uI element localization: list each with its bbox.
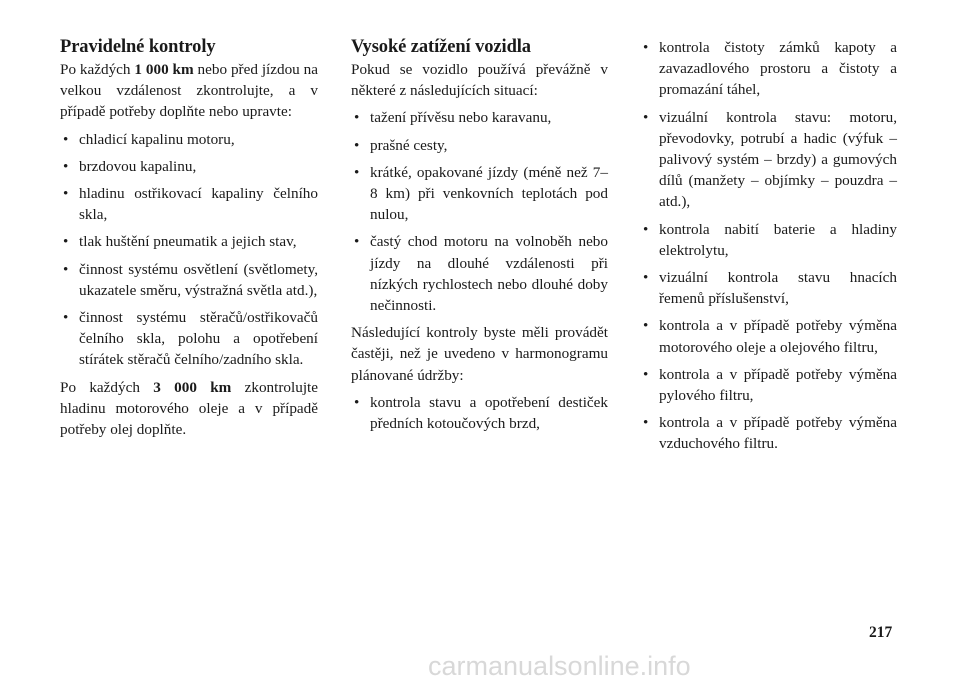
frequent-checks-paragraph: Následující kontroly byste měli provádět častěji, než je uvedeno v harmonogramu plánované údržby: — [351, 324, 608, 384]
list-item: • kontrola čistoty zámků kapoty a zavazadlového prostoru a čistoty a promazání táhel, — [640, 37, 897, 101]
list-item: • kontrola stavu a opotřebení destiček předních kotoučových brzd, — [351, 392, 608, 434]
outro-text-post: zkontrolujte hladinu motorového oleje a v případě potřeby olej doplňte. — [60, 378, 318, 439]
outro-distance: 3 000 km — [153, 378, 232, 396]
intro-text-pre: Po každých — [60, 61, 135, 78]
list-item: • kontrola nabití baterie a hladiny elektrolytu, — [640, 219, 897, 261]
list-item: • tažení přívěsu nebo karavanu, — [351, 107, 608, 128]
frequent-check-list — [351, 392, 608, 434]
list-item: • prašné cesty, — [351, 135, 608, 156]
outro-paragraph — [60, 377, 318, 441]
list-item: • kontrola a v případě potřeby výměna vzduchového filtru. — [640, 412, 897, 454]
page-number: 217 — [869, 624, 893, 641]
column-right — [640, 37, 897, 461]
list-item: • tlak huštění pneumatik a jejich stav, — [60, 231, 318, 252]
intro-paragraph — [60, 59, 318, 123]
list-item: • krátké, opakované jízdy (méně než 7–8 km) při venkovních teplotách pod nulou, — [351, 162, 608, 226]
list-item: • vizuální kontrola stavu: motoru, převodovky, potrubí a hadic (výfuk – palivový systém – brzdy) a gumových dílů (manžety – objímky – pouzdra – atd.), — [640, 107, 897, 213]
frequent-check-list-continued — [640, 37, 897, 455]
column-left — [60, 36, 318, 446]
list-item: • činnost systému osvětlení (světlomety, ukazatele směru, výstražná světla atd.), — [60, 259, 318, 301]
list-item: • brzdovou kapalinu, — [60, 156, 318, 177]
list-item: • chladicí kapalinu motoru, — [60, 129, 318, 150]
outro-text-pre: Po každých — [60, 378, 154, 396]
section-heading-regular-checks: Pravidelné kontroly — [60, 37, 216, 57]
list-item: • vizuální kontrola stavu hnacích řemenů příslušenství, — [640, 267, 897, 309]
list-item: • činnost systému stěračů/ostřikovačů čelního skla, polohu a opotřebení stírátek stěračů čelního/zadního skla. — [60, 307, 318, 371]
section-heading-heavy-use: Vysoké zatížení vozidla — [351, 37, 531, 57]
intro-distance: 1 000 km — [134, 61, 194, 78]
check-list — [60, 129, 318, 371]
column-middle — [351, 36, 608, 440]
heavy-use-intro: Pokud se vozidlo používá převážně v některé z následujících situací: — [351, 61, 608, 100]
list-item: • častý chod motoru na volnoběh nebo jízdy na dlouhé vzdálenosti při nízkých rychlostech nebo dlouhé doby nečinnosti. — [351, 231, 608, 316]
watermark: carmanualsonline.info — [428, 651, 691, 681]
condition-list — [351, 107, 608, 316]
list-item: • hladinu ostřikovací kapaliny čelního skla, — [60, 183, 318, 225]
intro-text-post: nebo před jízdou na velkou vzdálenost zkontrolujte, a v případě potřeby doplňte nebo upravte: — [60, 61, 318, 121]
list-item: • kontrola a v případě potřeby výměna pylového filtru, — [640, 364, 897, 406]
list-item: • kontrola a v případě potřeby výměna motorového oleje a olejového filtru, — [640, 315, 897, 357]
